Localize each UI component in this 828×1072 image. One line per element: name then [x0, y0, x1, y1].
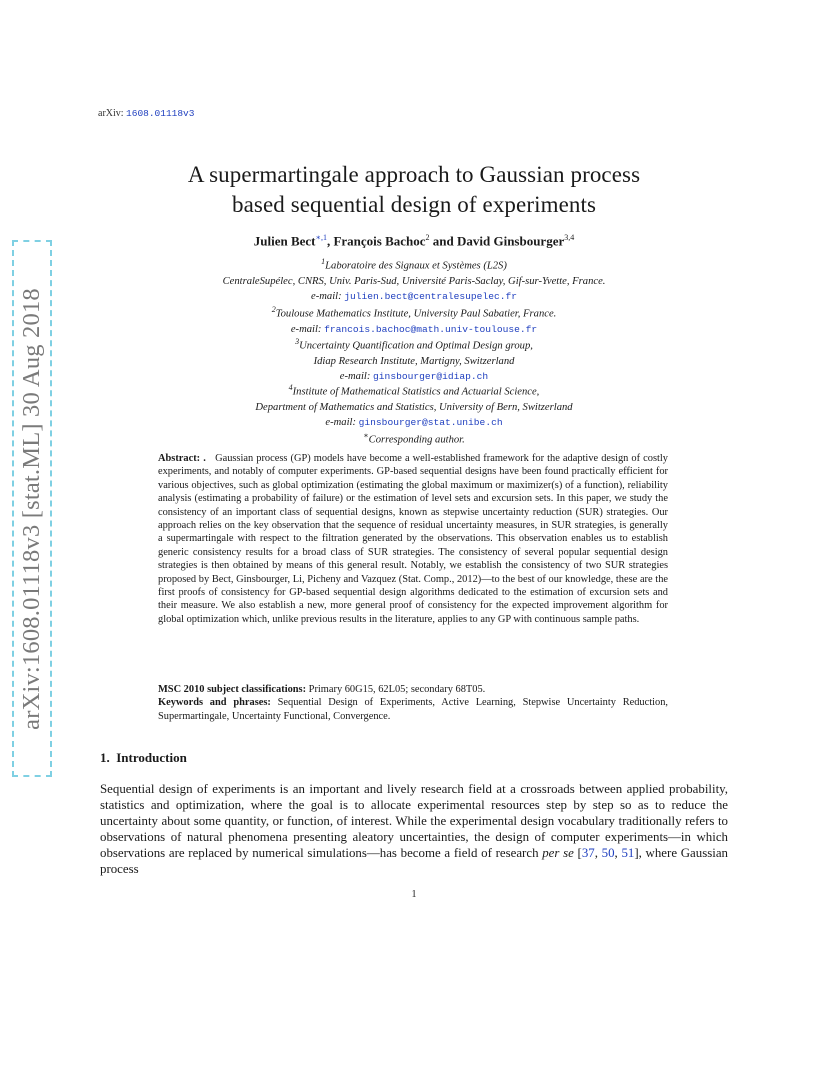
- paper-title: [0, 160, 828, 220]
- section-heading: [100, 750, 187, 766]
- affiliation-line: Department of Mathematics and Statistics, University of Bern, Switzerland: [255, 401, 573, 413]
- email-label: e-mail:: [290, 323, 325, 335]
- email-link[interactable]: francois.bachoc@math.univ-toulouse.fr: [324, 323, 538, 335]
- affiliation-line: CentraleSupélec, CNRS, Univ. Paris-Sud, Université Paris-Saclay, Gif-sur-Yvette, France.: [222, 275, 606, 287]
- affiliation-3: [0, 334, 828, 384]
- email-label: e-mail:: [339, 370, 374, 382]
- keywords-label: Keywords and phrases:: [158, 697, 271, 709]
- classification-block: [158, 683, 668, 723]
- citation-bracket: [: [573, 846, 582, 860]
- arxiv-prefix: arXiv:: [98, 108, 124, 119]
- intro-text: , where Gaussian process: [100, 846, 728, 876]
- corresponding-mark: ∗: [363, 431, 369, 440]
- author-separator: and: [429, 233, 457, 249]
- side-stamp-text: arXiv:1608.01118v3 [stat.ML] 30 Aug 2018: [18, 287, 45, 730]
- author-separator: ,: [326, 233, 334, 249]
- title-line-2: based sequential design of experiments: [231, 192, 597, 217]
- keywords: [158, 696, 668, 723]
- email-link[interactable]: julien.bect@centralesupelec.fr: [344, 290, 517, 302]
- citation-separator: ,: [614, 846, 622, 860]
- keywords-text: Sequential Design of Experiments, Active Learning, Stepwise Uncertainty Reduction, Supermartingale, Uncertainty Functional, Convergence.: [158, 697, 668, 722]
- intro-paragraph: [100, 781, 728, 877]
- corresponding-author-note: [0, 428, 828, 448]
- author-list: [0, 233, 828, 249]
- author-ginsbourger-sup: 3,4: [564, 233, 575, 242]
- affiliation-line: Uncertainty Quantification and Optimal Design group,: [299, 340, 533, 352]
- affiliation-line: Institute of Mathematical Statistics and Actuarial Science,: [292, 386, 540, 398]
- author-bachoc-sup: 2: [425, 233, 430, 242]
- author-bachoc: François Bachoc: [333, 233, 426, 249]
- email-label: e-mail:: [325, 416, 359, 428]
- affiliation-number: 2: [271, 305, 276, 314]
- affiliation-line: Toulouse Mathematics Institute, University Paul Sabatier, France.: [275, 308, 557, 320]
- section-number: 1.: [100, 750, 110, 765]
- abstract-text: Gaussian process (GP) models have become a well-established framework for the adaptive design of costly experiments, and notably of computer experiments. GP-based sequential designs have been found practically efficient for various objectives, such as global optimization (estimating the global maximum or maximizer(s) of a function), reliability analysis (estimating a probability of failure) or the estimation of level sets and excursion sets. In this paper, we study the consistency of an important class of sequential designs, known as stepwise uncertainty reduction (SUR) strategies. Our approach relies on the key observation that the sequence of residual uncertainty measures, in SUR strategies, is generally a supermartingale with respect to the filtration generated by the observations. This observation enables us to establish generic consistency results for a broad class of SUR strategies. The consistency of several popular sequential design strategies is then obtained by means of this general result. Notably, we establish the consistency of two SUR strategies proposed by Bect, Ginsbourger, Li, Picheny and Vazquez (Stat. Comp., 2012)—to the best of our knowledge, these are the first proofs of consistency for GP-based sequential design algorithms dedicated to the estimation of excursion sets and their measure. We also establish a new, more general proof of consistency for the expected improvement algorithm for global optimization which, unlike previous results in the literature, applies to any GP with continuous sample paths.: [158, 453, 668, 625]
- msc-label: MSC 2010 subject classifications:: [158, 684, 307, 695]
- msc-classifications: [158, 683, 668, 696]
- title-line-1: A supermartingale approach to Gaussian process: [187, 162, 641, 187]
- email-label: e-mail:: [311, 290, 345, 302]
- citation-bracket: ]: [634, 846, 639, 860]
- author-ginsbourger: David Ginsbourger: [456, 233, 565, 249]
- citation-link[interactable]: 50: [601, 846, 615, 860]
- arxiv-header: [98, 108, 194, 119]
- citation-link[interactable]: 37: [581, 846, 595, 860]
- affiliation-number: 1: [321, 257, 326, 266]
- intro-text: Sequential design of experiments is an important and lively research field at a crossroads between applied probability, statistics and optimization, where the goal is to allocate experimental resources step by step so as to reduce the uncertainty about some quantity, or function, of interest. While the experimental design vocabulary traditionally refers to observations of natural phenomena presenting aleatory uncertainties, the design of computer experiments—in which observations are replaced by numerical simulations—has become a field of research: [100, 782, 728, 860]
- section-title: Introduction: [116, 750, 187, 765]
- affiliation-4: [0, 380, 828, 430]
- affiliation-line: Laboratoire des Signaux et Systèmes (L2S): [325, 260, 507, 272]
- msc-text: Primary 60G15, 62L05; secondary 68T05.: [306, 684, 486, 695]
- abstract: [158, 452, 668, 626]
- affiliation-2: [0, 302, 828, 337]
- affiliation-number: 4: [288, 383, 293, 392]
- citation-link[interactable]: 51: [621, 846, 635, 860]
- page-number: 1: [411, 889, 417, 900]
- author-bect: Julien Bect: [253, 233, 316, 249]
- corresponding-text: Corresponding author.: [368, 434, 465, 446]
- email-link[interactable]: ginsbourger@idiap.ch: [373, 370, 489, 382]
- affiliation-line: Idiap Research Institute, Martigny, Switzerland: [313, 355, 515, 367]
- arxiv-id-link[interactable]: 1608.01118v3: [126, 108, 195, 119]
- affiliation-1: [0, 254, 828, 304]
- intro-italic: per se: [542, 846, 574, 860]
- citation-separator: ,: [594, 846, 602, 860]
- author-bect-sup[interactable]: ∗,1: [315, 233, 327, 242]
- abstract-label: Abstract: .: [158, 453, 206, 464]
- affiliation-number: 3: [295, 337, 300, 346]
- email-link[interactable]: ginsbourger@stat.unibe.ch: [358, 416, 503, 428]
